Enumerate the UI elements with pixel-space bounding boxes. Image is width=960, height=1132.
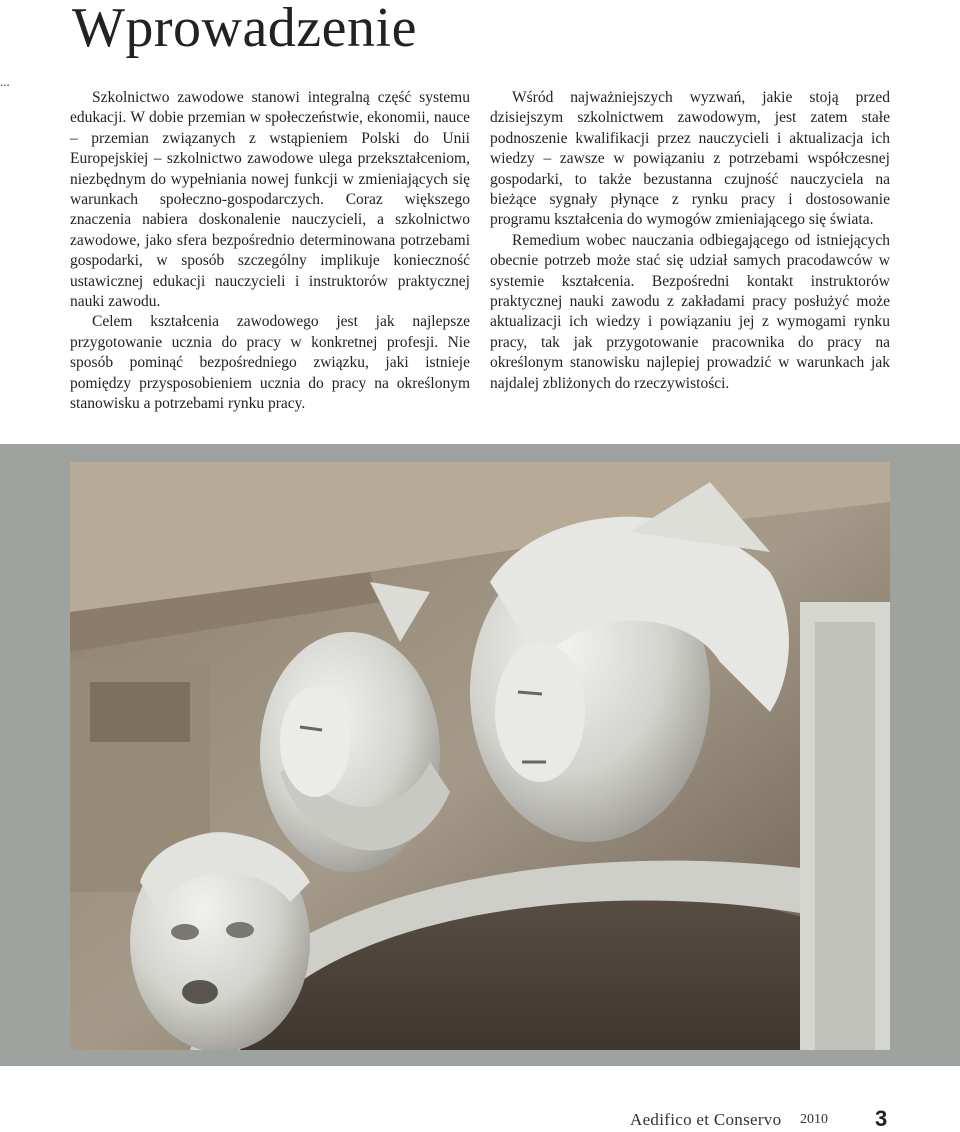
left-text-column: [70, 88, 470, 415]
page-number: 3: [875, 1106, 888, 1131]
right-paragraph-2: Remedium wobec nauczania odbiegającego od istniejących obecnie potrzeb może stać się udział samych pracodawców w systemie kształcenia. Bezpośredni kontakt instruktorów praktycznej nauki zawodu z zakładami pracy posłużyć może aktualizacji ich wiedzy i powiązaniu jej z wymogami rynku pracy, tak jak przygotowanie pracownika do pracy na określonym stanowisku najlepiej prowadzić w warunkach jak najdalej zbliżonych do rzeczywistości.: [490, 231, 890, 392]
page-title: Wprowadzenie: [72, 0, 417, 59]
publication-name: Aedifico et Conservo: [630, 1110, 782, 1129]
left-paragraph-2: Celem kształcenia zawodowego jest jak najlepsze przygotowanie ucznia do pracy w konkretnej profesji. Nie sposób pominąć bezpośredniego związku, jaki istnieje pomiędzy przysposobieniem ucznia do pracy na określonym stanowisku a potrzebami rynku pracy.: [70, 313, 470, 413]
right-text-column: [490, 88, 890, 394]
sculpture-photo: [70, 462, 890, 1050]
publication-year: 2010: [800, 1112, 828, 1127]
right-paragraph-1: Wśród najważniejszych wyzwań, jakie stoją przed dzisiejszym szkolnictwem zawodowym, jest zatem stałe podnoszenie kwalifikacji przez nauczycieli i aktualizacja ich wiedzy – zawsze w powiązaniu z potrzebami współczesnej gospodarki, to także bezustanna czujność nauczyciela na bieżące sygnały płynące z rynku pracy i dostosowanie programu kształcenia do wymogów zmieniającego się świata.: [490, 89, 890, 229]
side-ellipsis: ...: [0, 74, 10, 89]
left-paragraph-1: Szkolnictwo zawodowe stanowi integralną część systemu edukacji. W dobie przemian w społeczeństwie, ekonomii, nauce – przemian związanych z wstąpieniem Polski do Unii Europejskiej – szkolnictwo zawodowe ulega przekształceniom, niezbędnym do wypełniania nowej funkcji w zmieniających się warunkach społeczno-gospodarczych. Coraz większego znaczenia nabiera doskonalenie nauczycieli, a szkolnictwo zawodowe, jako sfera bezpośrednio determinowana potrzebami gospodarki, w sposób szczególny implikuje konieczność ustawicznej edukacji nauczycieli i instruktorów praktycznej nauki zawodu.: [70, 89, 470, 311]
sculpture-illustration: [70, 462, 890, 1050]
